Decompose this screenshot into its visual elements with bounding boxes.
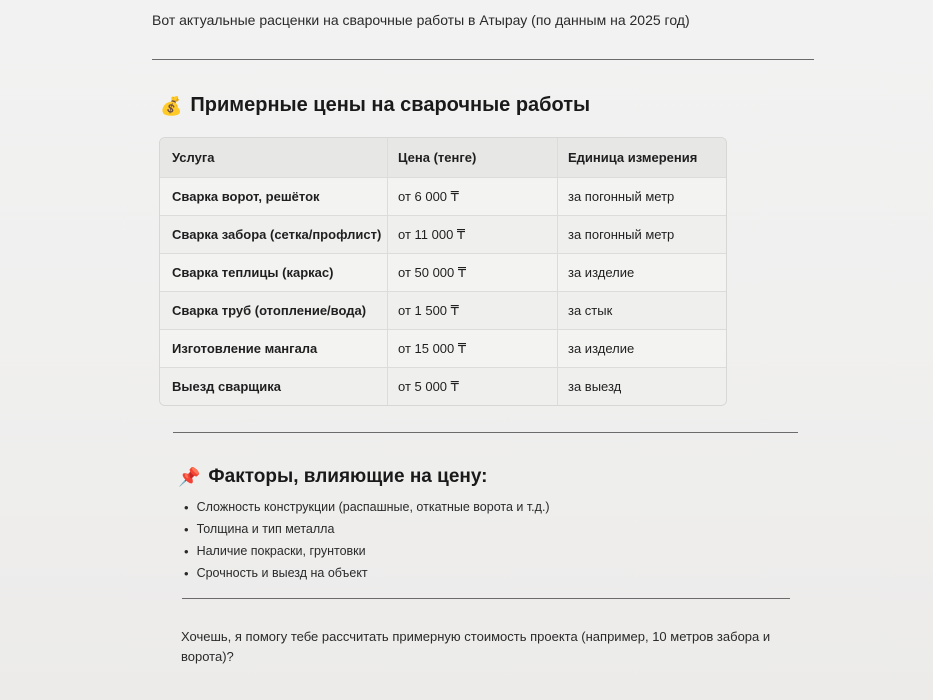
money-bag-icon: 💰 [160,95,183,116]
intro-text: Вот актуальные расценки на сварочные работы в Атырау (по данным на 2025 год) [152,12,690,28]
header-service: Услуга [160,138,388,177]
factors-list [184,496,550,584]
factors-heading [178,466,488,488]
cell-price: от 15 000 ₸ [388,330,558,367]
prices-table [159,137,727,406]
cell-unit: за стык [568,303,613,318]
cell-unit: за изделие [568,265,635,280]
cell-service: Сварка труб (отопление/вода) [160,292,388,329]
list-item: • Толщина и тип металла [184,518,550,540]
cell-service: Сварка забора (сетка/профлист) [160,216,388,253]
prices-heading [160,94,590,117]
pushpin-icon: 📌 [178,467,201,487]
table-header-row [160,138,726,177]
list-item: • Сложность конструкции (распашные, откатные ворота и т.д.) [184,496,550,518]
cell-price: от 50 000 ₸ [388,254,558,291]
header-unit: Единица измерения [568,150,698,165]
table-row [160,367,726,405]
cell-unit: за выезд [568,379,622,394]
cell-price: от 1 500 ₸ [388,292,558,329]
table-row [160,329,726,367]
follow-up-question: Хочешь, я помогу тебе рассчитать примерную стоимость проекта (например, 10 метров забора и ворота)? [181,629,771,664]
cell-price: от 6 000 ₸ [388,178,558,215]
header-price: Цена (тенге) [388,138,558,177]
cell-unit: за погонный метр [568,227,675,242]
list-item: • Наличие покраски, грунтовки [184,540,550,562]
cell-price: от 11 000 ₸ [388,216,558,253]
cell-service: Сварка ворот, решёток [160,178,388,215]
cell-service: Изготовление мангала [160,330,388,367]
factors-heading-text: Факторы, влияющие на цену: [208,466,488,487]
list-item: • Срочность и выезд на объект [184,562,550,584]
prices-heading-text: Примерные цены на сварочные работы [190,94,591,116]
cell-service: Сварка теплицы (каркас) [160,254,388,291]
divider [152,59,814,60]
table-row [160,215,726,253]
cell-unit: за изделие [568,341,635,356]
cell-unit: за погонный метр [568,189,675,204]
table-row [160,177,726,215]
divider [173,432,798,433]
table-row [160,253,726,291]
cell-price: от 5 000 ₸ [388,368,558,405]
cell-service: Выезд сварщика [160,368,388,405]
table-row [160,291,726,329]
divider [182,598,790,599]
